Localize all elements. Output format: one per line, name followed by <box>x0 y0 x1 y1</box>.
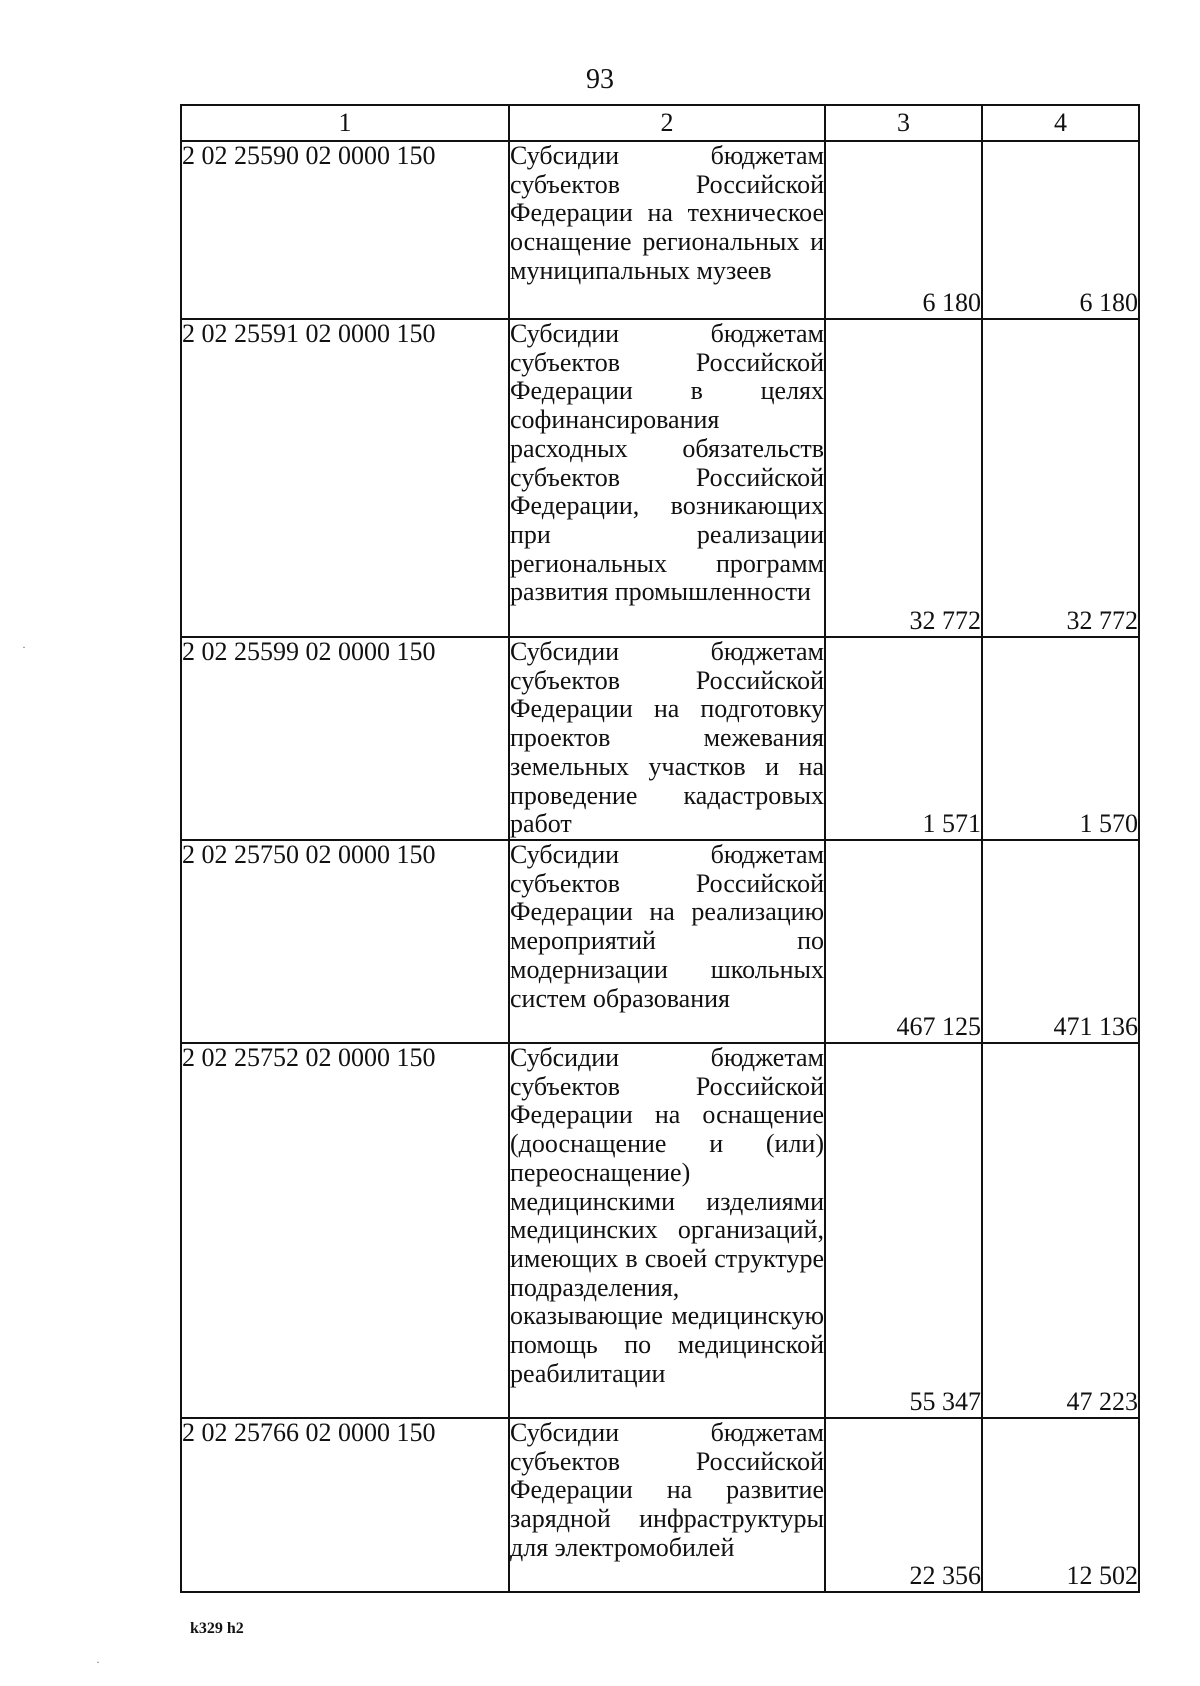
table-row <box>181 840 1139 1043</box>
amount-column-3: 1 571 <box>825 637 982 840</box>
amount-column-3: 55 347 <box>825 1043 982 1418</box>
amount-column-4: 47 223 <box>982 1043 1139 1418</box>
amount-column-4: 1 570 <box>982 637 1139 840</box>
amount-column-4: 12 502 <box>982 1418 1139 1592</box>
table-header-row <box>181 105 1139 141</box>
budget-code: 2 02 25766 02 0000 150 <box>181 1418 509 1592</box>
item-description: Субсидии бюджетам субъектов Российской Федерации на развитие зарядной инфраструктуры для электромобилей <box>509 1418 825 1592</box>
document-code: k329 h2 <box>190 1620 244 1637</box>
page-number: 93 <box>586 64 614 95</box>
budget-code: 2 02 25599 02 0000 150 <box>181 637 509 840</box>
column-header-3: 3 <box>825 105 982 141</box>
amount-column-4: 32 772 <box>982 319 1139 637</box>
amount-column-4: 471 136 <box>982 840 1139 1043</box>
table-row <box>181 319 1139 637</box>
column-header-4: 4 <box>982 105 1139 141</box>
item-description: Субсидии бюджетам субъектов Российской Федерации на техническое оснащение региональных и муниципальных музеев <box>509 141 825 319</box>
table-row <box>181 1418 1139 1592</box>
amount-column-3: 467 125 <box>825 840 982 1043</box>
budget-code: 2 02 25752 02 0000 150 <box>181 1043 509 1418</box>
scan-speck: · <box>22 640 26 654</box>
scan-speck: · <box>96 1655 100 1669</box>
amount-column-4: 6 180 <box>982 141 1139 319</box>
table-row <box>181 1043 1139 1418</box>
amount-column-3: 32 772 <box>825 319 982 637</box>
item-description: Субсидии бюджетам субъектов Российской Федерации на оснащение (дооснащение и (или) переоснащение) медицинскими изделиями медицинских организаций, имеющих в своей структуре подразделения, оказывающие медицинскую помощь по медицинской реабилитации <box>509 1043 825 1418</box>
budget-code: 2 02 25750 02 0000 150 <box>181 840 509 1043</box>
item-description: Субсидии бюджетам субъектов Российской Федерации в целях софинансирования расходных обязательств субъектов Российской Федерации, возникающих при реализации региональных программ развития промышленности <box>509 319 825 637</box>
budget-table <box>180 104 1140 1593</box>
amount-column-3: 22 356 <box>825 1418 982 1592</box>
item-description: Субсидии бюджетам субъектов Российской Федерации на подготовку проектов межевания земельных участков и на проведение кадастровых работ <box>510 637 824 839</box>
budget-code: 2 02 25590 02 0000 150 <box>181 141 509 319</box>
amount-column-3: 6 180 <box>825 141 982 319</box>
column-header-1: 1 <box>181 105 509 141</box>
table-row <box>181 141 1139 319</box>
table-row <box>181 637 1139 840</box>
column-header-2: 2 <box>509 105 825 141</box>
budget-code: 2 02 25591 02 0000 150 <box>181 319 509 637</box>
item-description: Субсидии бюджетам субъектов Российской Федерации на реализацию мероприятий по модернизации школьных систем образования <box>509 840 825 1043</box>
